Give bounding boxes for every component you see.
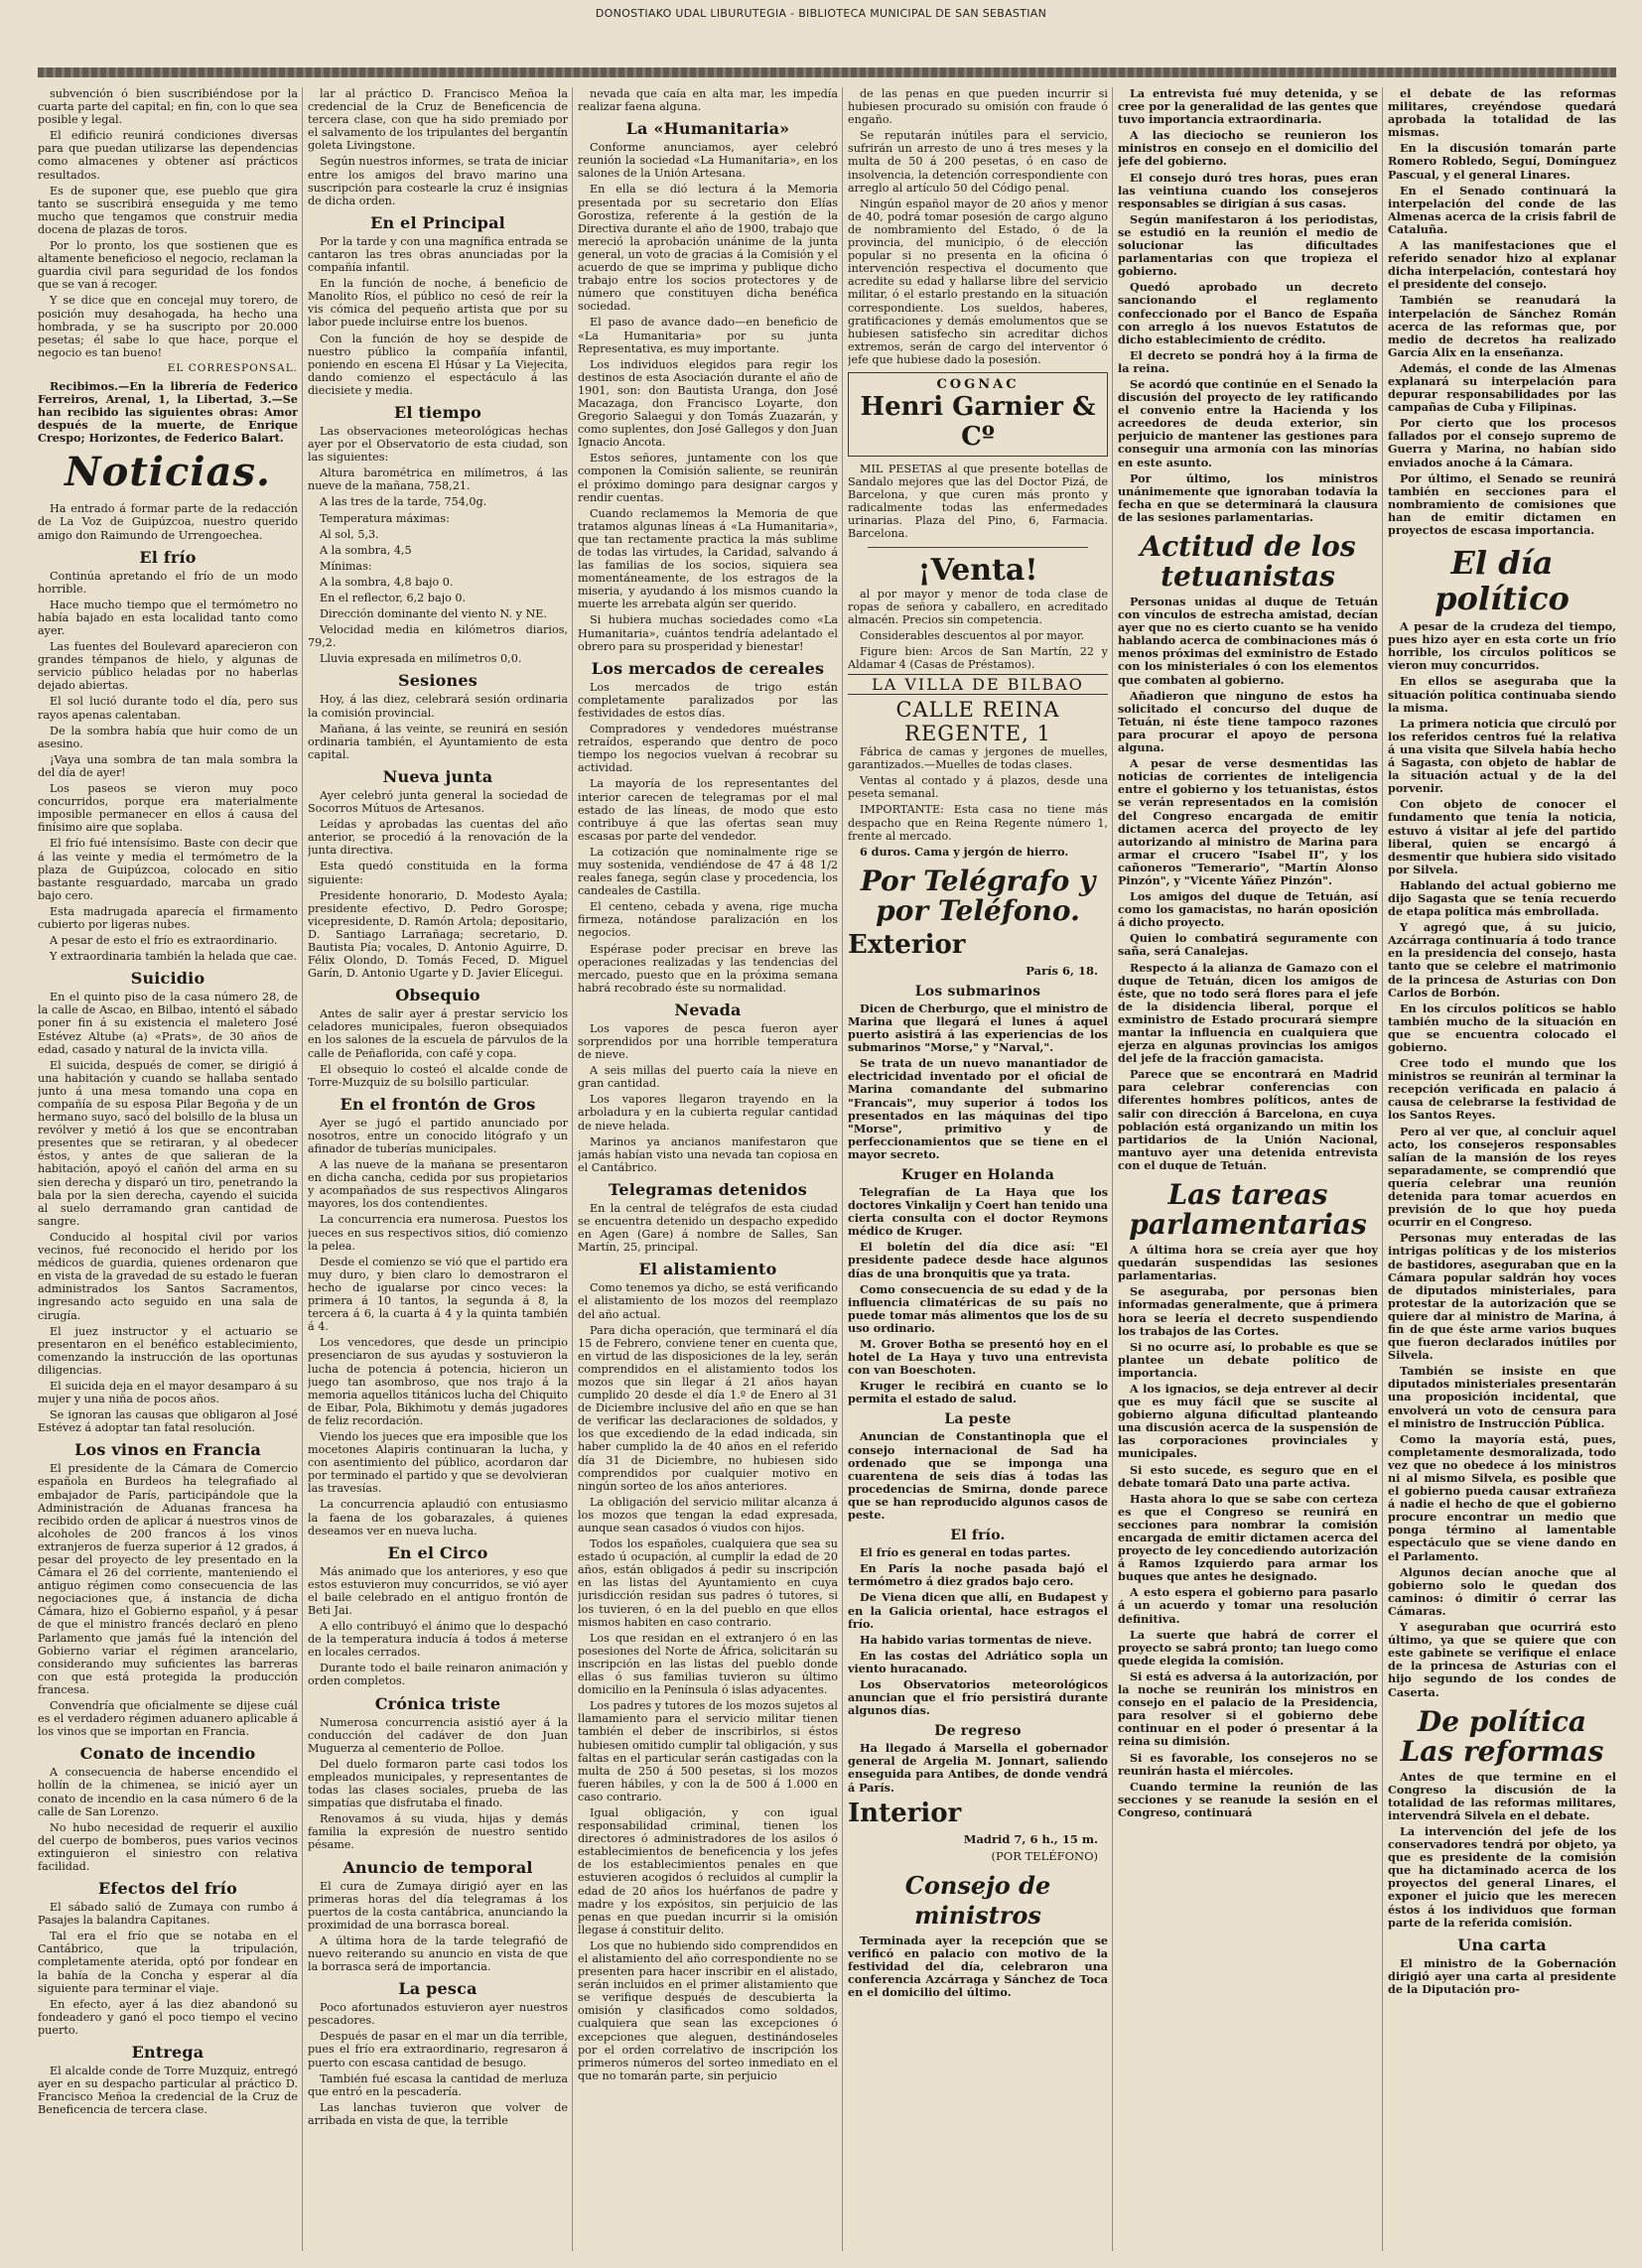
paragraph: En el quinto piso de la casa número 28, de la calle de Ascao, en Bilbao, intentó el sábado poner fin á su existencia el maletero José Estévez Altube (a) «Prats», de 30 años de edad, casado y natural de la invicta villa.	[38, 991, 298, 1056]
paragraph: Continúa apretando el frío de un modo horrible.	[38, 569, 298, 596]
paragraph: Y agregó que, á su juicio, Azcárraga continuaría á todo trance en la presidencia del consejo, hasta tanto que se celebre el matrimonio de la princesa de Asturias con Don Carlos de Borbón.	[1388, 920, 1616, 1000]
paragraph: Altura barométrica en milímetros, á las nueve de la mañana, 758,21.	[308, 467, 568, 493]
paragraph: Lluvia expresada en milímetros 0,0.	[320, 652, 522, 666]
article-heading: En el Principal	[370, 212, 505, 232]
paragraph: En ellos se aseguraba que la situación política continuaba siendo la misma.	[1388, 674, 1616, 715]
column-divider	[1382, 87, 1383, 2251]
paragraph: La mayoría de los representantes del interior carecen de telegramas por el mal estado de las líneas, de modo que esto contribuye á que las ofertas sean muy escasas por parte del vendedor.	[578, 777, 838, 843]
article-heading: El alistamiento	[638, 1260, 777, 1279]
signature: EL CORRESPONSAL.	[167, 361, 298, 374]
paragraph: En la función de noche, á beneficio de Manolito Ríos, el público no cesó de reír la vis cómica del pequeño artista que por su labor puede incluirse entre los buenos.	[308, 277, 568, 330]
column-3	[578, 87, 838, 2251]
paragraph: La obligación del servicio militar alcanza á los mozos que tengan la edad expresada, aunque sean casados ó viudos con hijos.	[578, 1495, 838, 1534]
paragraph: Anuncian de Constantinopla que el consejo internacional de Sad ha ordenado que se imponga una cuarentena de seis días á todas las procedencias de Smirna, donde parece que se han reproducido algunos casos de peste.	[848, 1429, 1108, 1523]
paragraph: el debate de las reformas militares, creyéndose quedará aprobada la totalidad de las mismas.	[1388, 87, 1616, 140]
article-heading: Efectos del frío	[98, 1879, 237, 1899]
paragraph: Leídas y aprobadas las cuentas del año anterior, se procedió á la renovación de la junta directiva.	[308, 818, 568, 858]
dateline: Madrid 7, 6 h., 15 m.	[963, 1831, 1098, 1846]
paragraph: Hasta ahora lo que se sabe con certeza es que el Congreso se reunirá en secciones para nombrar la comisión encargada de emitir dictamen acerca del proyecto de ley concediendo autorización á Ramos Izquierdo para armar los buques que antes he designado.	[1118, 1491, 1378, 1584]
paragraph: Y se dice que en concejal muy torero, de posición muy desahogada, ha hecho una hombrada, y se ha suscripto por 20.000 pesetas; él sabe lo que hace, porque el negocio es tan bueno!	[38, 294, 298, 359]
paragraph: de las penas en que pueden incurrir si hubiesen procurado su omisión con fraude ó engaño.	[848, 87, 1108, 127]
paragraph: A las manifestaciones que el referido senador hizo al explanar dicha interpelación, contestará hoy el presidente del consejo.	[1388, 238, 1616, 292]
paragraph: El edificio reunirá condiciones diversas para que puedan utilizarse las dependencias como almacenes y obtener así prácticos resultados.	[38, 129, 298, 182]
paragraph: El ministro de la Gobernación dirigió ayer una carta al presidente de la Diputación pro-	[1388, 1955, 1616, 1996]
paragraph: Los padres y tutores de los mozos sujetos al llamamiento para el servicio militar tienen también el deber de inscribirlos, si éstos hubiesen omitido cumplir tal obligación, y sus faltas en el particular serán castigadas con la multa de 250 á 500 pesetas, si los mozos fueren hábiles, y con la de 500 á 1.000 en caso contrario.	[578, 1699, 838, 1803]
article-heading: Kruger en Holanda	[900, 1166, 1055, 1183]
paragraph: Las observaciones meteorológicas hechas ayer por el Observatorio de esta ciudad, son las siguientes:	[308, 424, 568, 465]
column-5	[1118, 87, 1378, 2251]
paragraph: Por la tarde y con una magnífica entrada se cantaron las tres obras anunciadas por la compañía infantil.	[308, 234, 568, 275]
paragraph: El decreto se pondrá hoy á la firma de la reina.	[1118, 347, 1378, 375]
paragraph: Antes de salir ayer á prestar servicio los celadores municipales, fueron obsequiados en los salones de la escuela de párvulos de la calle de Peñaflorida, con café y copa.	[308, 1007, 568, 1060]
article-heading: Los vinos en Francia	[74, 1440, 261, 1460]
dateline-note: (POR TELÉFONO)	[991, 1848, 1098, 1863]
paragraph: Además, el conde de las Almenas explanará su interpelación para depurar responsabilidades por las campañas de Cuba y Filipinas.	[1388, 360, 1616, 415]
paragraph: Recibimos.—En la librería de Federico Ferreiros, Arenal, 1, la Libertad, 3.—Se han recibido las siguientes obras: Amor después de la muerte, de Enrique Crespo; Horizontes, de Federico Balart.	[38, 378, 298, 446]
paragraph: Figure bien: Arcos de San Martín, 22 y Aldamar 4 (Casas de Préstamos).	[848, 644, 1108, 671]
paragraph: Quedó aprobado un decreto sancionando el reglamento confeccionado por el Banco de España con arreglo á los nuevos Estatutos de dicho establecimiento de crédito.	[1118, 280, 1378, 346]
article-heading: Sesiones	[398, 671, 478, 691]
paragraph: A pesar de la crudeza del tiempo, pues hizo ayer en esta corte un frío horrible, los círculos políticos se vieron muy concurridos.	[1388, 619, 1616, 673]
paragraph: A los ignacios, se deja entrever al decir que es muy fácil que se suscite al gobierno alguna dificultad planteando una discusión acerca de la suspensión de las corporaciones provinciales y municipales.	[1118, 1381, 1378, 1461]
paragraph: Considerables descuentos al por mayor.	[860, 628, 1085, 642]
section-title-actitud: Actitud de los tetuanistas	[1140, 530, 1356, 593]
section-title-exterior: Exterior	[848, 929, 966, 960]
paragraph: Se ignoran las causas que obligaron al José Estévez á adoptar tan fatal resolución.	[38, 1408, 298, 1435]
article-heading: Anuncio de temporal	[342, 1857, 533, 1877]
paragraph: Es de suponer que, ese pueblo que gira tanto se suscribirá enseguida y me temo mucho que tengamos que construir media docena de plazas de toros.	[38, 184, 298, 236]
article-heading: En el frontón de Gros	[340, 1094, 536, 1114]
paragraph: Con la función de hoy se despide de nuestro público la compañía infantil, poniendo en escena El Húsar y La Viejecita, dando comienzo el espectáculo á las diecisiete y media.	[308, 332, 568, 397]
paragraph: A pesar de verse desmentidas las noticias de corrientes de inteligencia entre el gobierno y los tetuanistas, éstos se verán representados en la comisión del Congreso encargada de emitir dictamen acerca del proyecto de ley autorizando al ministro de Marina para armar el crucero "Isabel II", y los cañoneros "Temerario", "Martín Alonso Pinzón", y "Vicente Yáñez Pinzón".	[1118, 756, 1378, 887]
ad-subtitle: CALLE REINA REGENTE, 1	[895, 698, 1060, 746]
paragraph: Los amigos del duque de Tetuán, así como los gamacistas, no harán oposición á dicho proyecto.	[1118, 889, 1378, 930]
paragraph: Viendo los jueces que era imposible que los mocetones Alapiris continuaran la lucha, y con asentimiento del público, acordaron dar por terminado el partido y que se devolvieran las travesías.	[308, 1429, 568, 1496]
paragraph: Telegrafían de La Haya que los doctores Vinkalijn y Coert han tenido una cierta consulta con el doctor Reymons médico de Kruger.	[848, 1184, 1108, 1239]
section-title-interior: Interior	[848, 1798, 962, 1828]
paragraph: A ello contribuyó el ánimo que lo despachó de la temperatura inducía á todos á meterse en locales cerrados.	[308, 1620, 568, 1660]
paragraph: Ayer se jugó el partido anunciado por nosotros, entre un conocido litógrafo y un afinador de tuberías municipales.	[308, 1116, 568, 1155]
archive-header: DONOSTIAKO UDAL LIBURUTEGIA - BIBLIOTECA MUNICIPAL DE SAN SEBASTIAN	[595, 7, 1047, 20]
paragraph: Por último, los ministros unánimemente que ignoraban todavía la fecha en que se determinará la clausura de las sesiones parlamentarias.	[1118, 470, 1378, 524]
paragraph: Los mercados de trigo están completamente paralizados por las festividades de estos días.	[578, 680, 838, 720]
section-title-noticias: Noticias.	[65, 449, 271, 496]
paragraph: Los vapores de pesca fueron ayer sorprendidos por una horrible temperatura de nieve.	[578, 1021, 838, 1062]
article-heading: Nueva junta	[382, 766, 493, 786]
paragraph: El consejo duró tres horas, pues eran las veintiuna cuando los consejeros responsables se dirigían á sus casas.	[1118, 170, 1378, 210]
paragraph: Ha llegado á Marsella el gobernador general de Argelia M. Jonnart, saliendo enseguida para Antibes, de donde vendrá á París.	[848, 1741, 1108, 1795]
paragraph: El presidente de la Cámara de Comercio española en Burdeos ha telegrafiado al embajador de París, participándole que la Administración de Aduanas francesa ha recibido orden de aplicar á nuestros vinos de alcoholes de 200 francos á los vinos extranjeros de fuerza superior á 12 grados, á pesar del proyecto de ley presentado en la Cámara el 26 del corriente, manteniendo el antiguo régimen como consecuencia de las negociaciones que, á instancia de dicha Cámara, hizo el Gobierno español, y á pesar de que el ministro francés declaró en pleno Parlamento que jamás fué la intención del Gobierno variar el régimen arancelario, considerando muy suficientes las barreras con que está protegida la producción francesa.	[38, 1462, 298, 1696]
article-heading: Obsequio	[395, 986, 480, 1005]
paragraph: Ningún español mayor de 20 años y menor de 40, podrá tomar posesión de cargo alguno de nombramiento del Estado, ó de la provincia, del municipio, ó de elección popular si no presenta en la oficina ó intervención respectiva el documento que acredite su edad y hallarse libre del servicio militar, ó el estarlo prestando en la situación correspondiente. Los sueldos, haberes, gratificaciones y demás emolumentos que se hubiesen satisfecho sin acreditar dichos extremos, serán de cargo del interventor ó jefe que hubiese dado la posesión.	[848, 197, 1108, 366]
paragraph: Pero al ver que, al concluir aquel acto, los consejeros responsables salían de la mansión de los reyes separadamente, se comprendió que quería celebrar una reunión detenida para tomar acuerdos en previsión de lo que hoy pueda ocurrir en el Congreso.	[1388, 1124, 1616, 1230]
divider	[868, 547, 1088, 548]
paragraph: Personas muy enteradas de las intrigas políticas y de los misterios de bastidores, aseguraban que en la Cámara popular saldrán hoy voces de diputados ministeriales, para protestar de la autorización que se quiere dar al ministro de Marina, á fin de que éste arme varios buques que fueron declarados inútiles por Silvela.	[1388, 1231, 1616, 1363]
paragraph: A esto espera el gobierno para pasarlo á un acuerdo y tomar una resolución definitiva.	[1118, 1585, 1378, 1626]
paragraph: A la sombra, 4,8 bajo 0.	[320, 575, 454, 589]
paragraph: Si es favorable, los consejeros no se reunirán hasta el miércoles.	[1118, 1750, 1378, 1778]
paragraph: Si hubiera muchas sociedades como «La Humanitaria», cuántos tendría adelantado el obrero para su prosperidad y bienestar!	[578, 613, 838, 653]
paragraph: Antes de que termine en el Congreso la discusión de la totalidad de las reformas militares, intervendrá Silvela en el debate.	[1388, 1769, 1616, 1822]
paragraph: La suerte que habrá de correr el proyecto se sabrá pronto; tan luego como quede elegida la comisión.	[1118, 1627, 1378, 1668]
paragraph: Como la mayoría está, pues, completamente desmoralizada, todo vez que no obedece á los ministros ni al mismo Silvela, es posible que el gobierno pueda causar extrañeza á nadie el hecho de que el gobierno procure encontrar un medio que ponga término al lamentable espectáculo que se viene dando en el Parlamento.	[1388, 1431, 1616, 1563]
paragraph: Los individuos elegidos para regir los destinos de esta Asociación durante el año de 1901, son: don Bautista Uranga, don José Macazaga, don Francisco Loyarte, don Gregorio Salaegui y don Tomás Zuazarán, y como suplentes, don José Gallegos y don Juan Ignacio Ancota.	[578, 357, 838, 450]
paragraph: La cotización que nominalmente rige se muy sostenida, vendiéndose de 47 á 48 1/2 reales fanega, según clase y procedencia, los candeales de Castilla.	[578, 845, 838, 898]
article-heading: La pesca	[398, 1979, 478, 1999]
paragraph: Los vapores llegaron trayendo en la arboladura y en la cubierta regular cantidad de nieve helada.	[578, 1093, 838, 1133]
paragraph: Los que residan en el extranjero ó en las posesiones del Norte de África, solicitarán su inscripción en las listas del pueblo donde ellas ó sus familias tuvieron su último domicilio en la Península ó islas adyacentes.	[578, 1631, 838, 1697]
article-heading: Entrega	[131, 2043, 205, 2062]
paragraph: Quien lo combatirá seguramente con saña, será Canalejas.	[1118, 931, 1378, 959]
paragraph: A las tres de la tarde, 754,0g.	[320, 495, 487, 509]
article-heading: Telegramas detenidos	[609, 1179, 807, 1199]
paragraph: Más animado que los anteriores, y eso que estos estuvieron muy concurridos, se vió ayer el baile celebrado en el antiguo frontón de Beti Jai.	[308, 1564, 568, 1617]
paragraph: lar al práctico D. Francisco Meñoa la credencial de la Cruz de Beneficencia de tercera clase, con que ha sido premiado por el salvamento de los tripulantes del bergantín goleta Livingstone.	[308, 87, 568, 153]
paragraph: Los Observatorios meteorológicos anuncian que el frío persistirá durante algunos días.	[848, 1676, 1108, 1718]
paragraph: Los paseos se vieron muy poco concurridos, porque era materialmente imposible permanecer en ellos á causa del finísimo aire que soplaba.	[38, 782, 298, 835]
paragraph: IMPORTANTE: Esta casa no tiene más despacho que en Reina Regente número 1, frente al mercado.	[848, 803, 1108, 843]
paragraph: Cree todo el mundo que los ministros se reunirán al terminar la recepción verificada en palacio á causa de celebrarse la festividad de los Santos Reyes.	[1388, 1056, 1616, 1123]
paragraph: El paso de avance dado—en beneficio de «La Humanitaria» por su junta Representativa, es muy importante.	[578, 316, 838, 355]
paragraph: El sol lució durante todo el día, pero sus rayos apenas calentaban.	[38, 695, 298, 722]
paragraph: Según manifestaron á los periodistas, se estudió en la reunión el medio de solucionar las dificultades parlamentarias con que tropieza el gobierno.	[1118, 211, 1378, 279]
paragraph: En los círculos políticos se hablo también mucho de la situación en que se encuentra colocado el gobierno.	[1388, 1001, 1616, 1054]
paragraph: Hace mucho tiempo que el termómetro no había bajado en esta localidad tanto como ayer.	[38, 598, 298, 637]
paragraph: Ayer celebró junta general la sociedad de Socorros Mútuos de Artesanos.	[308, 788, 568, 816]
paragraph: También se insiste en que diputados ministeriales presentarán una proposición incidental, que envolverá un voto de censura para el ministro de Instrucción Pública.	[1388, 1364, 1616, 1430]
section-title-telegrafo: Por Telégrafo y por Teléfono.	[860, 864, 1096, 927]
paragraph: Para dicha operación, que terminará el día 15 de Febrero, conviene tener en cuenta que, en virtud de las disposiciones de la ley, serán comprendidos en el alistamiento todos los mozos que sin llegar á 21 años hayan cumplido 20 desde el día 1.º de Enero al 31 de Diciembre inclusive del año en que se han de verificar las declaraciones de soldados, y los que excediendo de la edad indicada, sin haber cumplido la de 40 años en el referido día 31 de Diciembre, no hubiesen sido comprendidos por cualquier motivo en ningún sorteo de los años anteriores.	[578, 1323, 838, 1493]
paragraph: Conducido al hospital civil por varios vecinos, fué reconocido el herido por los médicos de guardia, quienes ordenaron que en vista de la gravedad de su estado le fueran administrados los Santos Sacramentos, ingresando acto seguido en una sala de cirugía.	[38, 1230, 298, 1322]
paragraph: Los que no hubiendo sido comprendidos en el alistamiento del año correspondiente no se presenten para hacer inscribir en el alistado, serán incluidos en el primer alistamiento que se verifique después de descubierta la omisión y clasificados como soldados, cualquiera que sean las excepciones ó excepciones que aleguen, destinándoseles por el orden correlativo de inscripción los primeros números del sorteo inmediato en el que no tomarán parte, sin perjuicio	[578, 1938, 838, 2082]
column-2	[308, 87, 568, 2251]
paragraph: A última hora se creía ayer que hoy quedarán suspendidas las sesiones parlamentarias.	[1118, 1243, 1378, 1283]
paragraph: 6 duros. Cama y jergón de hierro.	[860, 844, 1069, 859]
article-heading: Los submarinos	[914, 983, 1041, 1000]
dateline: París 6, 18.	[1026, 963, 1098, 978]
article-heading: Nevada	[674, 1000, 742, 1019]
paragraph: Renovamos á su viuda, hijas y demás familia la expresión de nuestro sentido pésame.	[308, 1812, 568, 1852]
paragraph: En el Senado continuará la interpelación del conde de las Almenas acerca de la crisis fabril de Cataluña.	[1388, 183, 1616, 236]
paragraph: De Viena dicen que allí, en Budapest y en la Galicia oriental, hace estragos el frío.	[848, 1590, 1108, 1631]
paragraph: De la sombra había que huir como de un asesino.	[38, 724, 298, 750]
paragraph: El suicida, después de comer, se dirigió á una habitación y cuando se hallaba sentado junto á una mesa tomando una copa en compañía de su esposa Pilar Begoña y de un hermano suyo, sacó del bolsillo de la blusa un revólver y metió á los que se encontraban presentes que se retiraran, y al obedecer éstos, y antes de que salieran de la habitación, apoyó el cañón del arma en su sien derecha y disparó un tiro, penetrando la bala por la sien derecha, cayendo el suicida al suelo derramando gran cantidad de sangre.	[38, 1058, 298, 1228]
paragraph: Por último, el Senado se reunirá también en secciones para el nombramiento de comisiones que han de emitir dictamen en proyectos de escasa importancia.	[1388, 470, 1616, 537]
paragraph: El juez instructor y el actuario se presentaron en el benéfico establecimiento, comenzando la instrucción de las oportunas diligencias.	[38, 1324, 298, 1377]
paragraph: Al sol, 5,3.	[320, 527, 379, 541]
paragraph: Todos los españoles, cualquiera que sea su estado ú ocupación, al cumplir la edad de 20 años, están obligados á pedir su inscripción en las listas del Ayuntamiento en cuya jurisdicción residan sus padres ó tutores, si los tuvieren, ó en la del pueblo en que ellos mismos habiten en caso contrario.	[578, 1537, 838, 1629]
paragraph: Desde el comienzo se vió que el partido era muy duro, y bien claro lo demostraron el hecho de igualarse por cinco veces: la primera á 10 tantos, la segunda á 8, la tercera á 6, la cuarta á 4 y la quinta también á 4.	[308, 1255, 568, 1334]
paragraph: A la sombra, 4,5	[320, 543, 412, 557]
paragraph: Por cierto que los procesos fallados por el consejo supremo de Guerra y Marina, no habían sido enviados anoche á la Cámara.	[1388, 416, 1616, 469]
paragraph: Si está es adversa á la autorización, por la noche se reunirán los ministros en consejo en el palacio de la Presidencia, para resolver si el gobierno debe continuar en el poder ó presentar á la reina su dimisión.	[1118, 1668, 1378, 1749]
paragraph: Ventas al contado y á plazos, desde una peseta semanal.	[848, 774, 1108, 801]
paragraph: Ha entrado á formar parte de la redacción de La Voz de Guipúzcoa, nuestro querido amigo don Raimundo de Urrengoechea.	[38, 502, 298, 542]
paragraph: En la discusión tomarán parte Romero Robledo, Seguí, Domínguez Pascual, y el general Linares.	[1388, 141, 1616, 182]
paragraph: Si no ocurre así, lo probable es que se plantee un debate político de importancia.	[1118, 1339, 1378, 1380]
paragraph: Hablando del actual gobierno me dijo Sagasta que se tenía recuerdo de etapa política más embrollada.	[1388, 877, 1616, 919]
paragraph: ¡Vaya una sombra de tan mala sombra la del día de ayer!	[38, 752, 298, 779]
section-title-tareas: Las tareas parlamentarias	[1129, 1178, 1367, 1242]
paragraph: A las nueve de la mañana se presentaron en dicha cancha, cedida por sus propietarios y acompañados de sus respectivos Alingaros mayores, los dos contendientes.	[308, 1158, 568, 1211]
paragraph: Como tenemos ya dicho, se está verificando el alistamiento de los mozos del reemplazo del año actual.	[578, 1281, 838, 1321]
paragraph: El cura de Zumaya dirigió ayer en las primeras horas del día telegramas á los puertos de la costa cantábrica, anunciando la proximidad de una borrasca boreal.	[308, 1879, 568, 1932]
paragraph: En el reflector, 6,2 bajo 0.	[320, 592, 467, 604]
paragraph: Terminada ayer la recepción que se verificó en palacio con motivo de la festividad del día, celebraron una conferencia Azcárraga y Sánchez de Toca en el domicilio del último.	[848, 1933, 1108, 1999]
paragraph: Con objeto de conocer el fundamento que tenía la noticia, estuvo á visitar al jefe del partido liberal, quien se encargó á desmentir que hubiera sido visitado por Silvela.	[1388, 797, 1616, 876]
article-heading: El frío	[139, 547, 197, 567]
paragraph: Fábrica de camas y jergones de muelles, garantizados.—Muelles de todas clases.	[848, 745, 1108, 772]
paragraph: La entrevista fué muy detenida, y se cree por la generalidad de las gentes que tuvo importancia extraordinaria.	[1118, 87, 1378, 127]
paragraph: En ella se dió lectura á la Memoria presentada por su secretario don Elías Gorostiza, referente á la gestión de la Directiva durante el año de 1900, trabajo que mereció la aprobación unánime de la junta general, un voto de gracias á la Comisión y el acuerdo de que se imprima y publique dicho trabajo entre los socios protectores y de número que constituyen dicha benéfica sociedad.	[578, 183, 838, 314]
paragraph: Y aseguraban que ocurrirá esto último, ya que se quiere que con este gabinete se verifique el enlace de la princesa de Asturias con el hijo segundo de los condes de Caserta.	[1388, 1620, 1616, 1699]
section-title-dia-politico: El día político	[1435, 544, 1570, 618]
paragraph: En las costas del Adriático sopla un viento huracanado.	[848, 1648, 1108, 1675]
paragraph: El alcalde conde de Torre Muzquiz, entregó ayer en su despacho particular al práctico D. Francisco Meñoa la credencial de la Cruz de Beneficencia de tercera clase.	[38, 2065, 298, 2117]
paragraph: Durante todo el baile reinaron animación y orden completos.	[308, 1662, 568, 1688]
paragraph: Tal era el frío que se notaba en el Cantábrico, que la tripulación, completamente aterida, optó por fondear en la bahía de la Concha y esperar al día siguiente para terminar el viaje.	[38, 1930, 298, 1995]
paragraph: Parece que se encontrará en Madrid para celebrar conferencias con diferentes hombres políticos, antes de salir con dirección á Barcelona, en cuya población está organizando un mitin los partidarios de la Unión Nacional, mantuvo ayer una detenida entrevista con el duque de Tetuán.	[1118, 1067, 1378, 1172]
article-heading: Los mercados de cereales	[591, 658, 825, 678]
article-heading: Conato de incendio	[79, 1744, 256, 1764]
paragraph: Igual obligación, y con igual responsabilidad criminal, tienen los directores ó administradores de los asilos ó establecimientos de beneficencia y los jefes de los establecimientos penales en que estuvieren acogidos ó recluidos al cumplir la edad de 20 años los huérfanos de padre y madre y los expósitos, sin perjuicio de las penas en que puedan incurrir si la omisión llegase á constituir delito.	[578, 1805, 838, 1936]
article-heading: La «Humanitaria»	[625, 119, 790, 139]
paragraph: Numerosa concurrencia asistió ayer á la conducción del cadáver de don Juan Muguerza al cementerio de Polloe.	[308, 1715, 568, 1755]
paragraph: El centeno, cebada y avena, rige mucha firmeza, notándose paralización en los negocios.	[578, 900, 838, 940]
paragraph: La intervención del jefe de los conservadores tendrá por objeto, ya que es presidente de la comisión que ha dictaminado acerca de los proyectos del general Linares, el exponer el juicio que les merecen éstos á los individuos que forman parte de la referida comisión.	[1388, 1823, 1616, 1930]
paragraph: El frío fué intensísimo. Baste con decir que á las veinte y media el termómetro de la plaza de Guipúzcoa, colocado en sitio bastante resguardado, marcaba un grado bajo cero.	[38, 837, 298, 902]
paragraph: MIL PESETAS al que presente botellas de Sandalo mejores que las del Doctor Pizá, de Barcelona, y que curen más pronto y radicalmente todas las enfermedades urinarias. Plaza del Pino, 6, Farmacia. Barcelona.	[848, 462, 1108, 541]
column-4	[848, 87, 1108, 2251]
article-heading: Suicidio	[130, 969, 205, 989]
article-heading: Una carta	[1457, 1934, 1547, 1954]
paragraph: Presidente honorario, D. Modesto Ayala; presidente efectivo, D. Pedro Gorospe; vicepresidente, D. Ramón Artola; depositario, D. Santiago Larrañaga; secretario, D. Bautista Pía; vocales, D. Antonio Aguirre, D. Félix Olondo, D. Tomás Feced, D. Miguel Garín, D. Antonio Ugarte y D. Javier Elícegui.	[308, 888, 568, 981]
paragraph: Estos señores, juntamente con los que componen la Comisión saliente, se reunirán el próximo domingo para designar cargos y rendir cuentas.	[578, 452, 838, 504]
paragraph: En efecto, ayer á las diez abandonó su fondeadero y ganó el poco tiempo el vecino puerto.	[38, 1997, 298, 2037]
ad-label: COGNAC	[936, 376, 1020, 392]
paragraph: Ha habido varias tormentas de nieve.	[860, 1632, 1092, 1647]
paragraph: Poco afortunados estuvieron ayer nuestros pescadores.	[308, 2001, 568, 2028]
paragraph: Conforme anunciamos, ayer celebró reunión la sociedad «La Humanitaria», en los salones de la Unión Artesana.	[578, 141, 838, 181]
paragraph: Después de pasar en el mar un día terrible, pues el frío era extraordinario, regresaron á puerto con escasa cantidad de besugo.	[308, 2030, 568, 2069]
article-heading: En el Circo	[387, 1542, 488, 1562]
paragraph: Según nuestros informes, se trata de iniciar entre los amigos del bravo marino una suscripción para costearle la cruz é insignias de dicha orden.	[308, 155, 568, 207]
paragraph: A pesar de esto el frío es extraordinario.	[50, 934, 278, 948]
paragraph: A las dieciocho se reunieron los ministros en consejo en el domicilio del jefe del gobierno.	[1118, 128, 1378, 169]
column-divider	[572, 87, 573, 2251]
paragraph: Las lanchas tuvieron que volver de arribada en vista de que, la terrible	[308, 2100, 568, 2127]
article-heading: El tiempo	[393, 402, 482, 422]
paragraph: A seis millas del puerto caía la nieve en gran cantidad.	[578, 1064, 838, 1091]
ad-title-venta: ¡Venta!	[917, 552, 1038, 588]
paragraph: Si esto sucede, es seguro que en el debate tomará Dato una parte activa.	[1118, 1462, 1378, 1490]
paragraph: Algunos decían anoche que al gobierno solo le quedan dos caminos: ó dimitir ó cerrar las Cámaras.	[1388, 1564, 1616, 1618]
paragraph: Y extraordinaria también la helada que cae.	[50, 950, 298, 964]
paragraph: Respecto á la alianza de Gamazo con el duque de Tetuán, dicen los amigos de éste, que no todo será flores para el jefe de la disidencia liberal, porque el exministro de Estado procurará siempre mantar la influencia en cualquiera que ejerza en algunas provincias los amigos del jefe de la fracción gamacista.	[1118, 960, 1378, 1066]
paragraph: En la central de telégrafos de esta ciudad se encuentra detenido un despacho expedido en Agen (Gare) á nombre de Salles, San Martín, 25, principal.	[578, 1201, 838, 1255]
column-divider	[842, 87, 843, 2251]
paragraph: Las fuentes del Boulevard aparecieron con grandes témpanos de hielo, y algunas de servicio público heladas por no haberlas dejado abiertas.	[38, 640, 298, 693]
paragraph: Como consecuencia de su edad y de la influencia climatéricas de su país no puede tomar más alimentos que los de su uso ordinario.	[848, 1281, 1108, 1335]
paragraph: La concurrencia era numerosa. Puestos los jueces en sus respectivos sitios, dió comienzo la pelea.	[308, 1213, 568, 1253]
paragraph: Espérase poder precisar en breve las operaciones realizadas y las tendencias del mercado, puesto que en la próxima semana habrá recobrado éste su normalidad.	[578, 942, 838, 995]
paragraph: Se aseguraba, por personas bien informadas generalmente, que á primera hora se leería el decreto suspendiendo los trabajos de las Cortes.	[1118, 1284, 1378, 1338]
paragraph: nevada que caía en alta mar, les impedía realizar faena alguna.	[578, 87, 838, 114]
paragraph: Kruger le recibirá en cuanto se lo permita el estado de salud.	[848, 1379, 1108, 1406]
paragraph: Compradores y vendedores muéstranse retraídos, esperando que dentro de poco tiempo los negocios vuelvan á recobrar su actividad.	[578, 723, 838, 775]
paragraph: al por mayor y menor de toda clase de ropas de señora y caballero, en acreditado almacén. Precios sin competencia.	[848, 587, 1108, 626]
paragraph: A última hora de la tarde telegrafió de nuevo reiterando su anuncio en vista de que la borrasca será de importancia.	[308, 1934, 568, 1974]
paragraph: El sábado salió de Zumaya con rumbo á Pasajes la balandra Capitanes.	[38, 1901, 298, 1928]
paragraph: Añadieron que ninguno de estos ha solicitado el concurso del duque de Tetuán, ni éste tiene tampoco razones para procurar el apoyo de persona alguna.	[1118, 688, 1378, 755]
paragraph: También se reanudará la interpelación de Sánchez Román acerca de las reformas que, por medio de decretos ha realizado García Alix en la enseñanza.	[1388, 293, 1616, 359]
column-1	[38, 87, 298, 2251]
paragraph: El boletín del día dice así: "El presidente padece desde hace algunos días de una bronquitis que ya trata.	[848, 1240, 1108, 1280]
paragraph: Se reputarán inútiles para el servicio, sufrirán un arresto de uno á tres meses y la multa de 50 á 200 pesetas, ó en caso de insolvencia, la detención correspondiente con arreglo al artículo 50 del Código penal.	[848, 129, 1108, 195]
paragraph: El frío es general en todas partes.	[860, 1545, 1071, 1560]
paragraph: En París la noche pasada bajó el termómetro á diez grados bajo cero.	[848, 1561, 1108, 1589]
section-title-reformas: De política Las reformas	[1400, 1704, 1604, 1768]
paragraph: Los vencedores, que desde un principio presenciaron de sus ayudas y sostuvieron la lucha de potencia á potencia, hicieron un juego tan asombroso, que nos trajo á la memoria aquellos titánicos lucha del Chiquito de Eibar, Pola, Bikhimotu y demás jugadores de feliz recordación.	[308, 1336, 568, 1427]
article-heading: El frío.	[950, 1528, 1006, 1544]
paragraph: A consecuencia de haberse encendido el hollín de la chimenea, se inició ayer un conato de incendio en la casa número 6 de la calle de San Lorenzo.	[38, 1766, 298, 1818]
column-6	[1388, 87, 1616, 2251]
ad-title: Henri Garnier & Cº	[860, 391, 1096, 452]
paragraph: Cuando termine la reunión de las secciones y se reanude la sesión en el Congreso, continuará	[1118, 1779, 1378, 1819]
paragraph: Convendría que oficialmente se dijese cuál es el verdadero régimen aduanero aplicable á los vinos que se importan en Francia.	[38, 1699, 298, 1739]
paragraph: El suicida deja en el mayor desamparo á su mujer y una niña de pocos años.	[38, 1379, 298, 1406]
paragraph: Temperatura máximas:	[320, 511, 450, 525]
column-divider	[302, 87, 303, 2251]
paragraph: No hubo necesidad de requerir el auxilio del cuerpo de bomberos, pues varios vecinos extinguieron el siniestro con relativa facilidad.	[38, 1820, 298, 1873]
paragraph: Se trata de un nuevo manantiador de electricidad inventado por el oficial de Marina comandante del submarino "Francais", muy superior á todos los presentados en las máquinas del tipo "Morse", primitivo y de perfeccionamientos que se tiene en el mayor secreto.	[848, 1056, 1108, 1161]
article-heading: La peste	[944, 1411, 1012, 1428]
paragraph: Del duelo formaron parte casi todos los empleados municipales, y representantes de todas las clases sociales, prueba de las simpatías que disfrutaba el finado.	[308, 1757, 568, 1810]
paragraph: Se acordó que continúe en el Senado la discusión del proyecto de ley ratificando el convenio entre la Hacienda y los acreedores de deuda exterior, sin perjuicio de mantener las gestiones para conseguir una armonía con las minorías en este asunto.	[1118, 376, 1378, 469]
paragraph: Dicen de Cherburgo, que el ministro de Marina que llegará el lunes á aquel puerto asistirá á las experiencias de los submarinos "Morse," y "Narval,".	[848, 1001, 1108, 1055]
paragraph: El obsequio lo costeó el alcalde conde de Torre-Muzquiz de su bolsillo particular.	[308, 1062, 568, 1089]
paragraph: También fué escasa la cantidad de merluza que entró en la pescadería.	[308, 2071, 568, 2098]
paragraph: Mañana, á las veinte, se reunirá en sesión ordinaria también, el Ayuntamiento de esta capital.	[308, 722, 568, 761]
paragraph: Esta madrugada aparecía el firmamento cubierto por ligeras nubes.	[38, 904, 298, 931]
paragraph: Marinos ya ancianos manifestaron que jamás habían visto una nevada tan copiosa en el Cantábrico.	[578, 1134, 838, 1174]
paragraph: Por lo pronto, los que sostienen que es altamente beneficioso el negocio, reclaman la guardia civil para seguridad de los fondos que se van á recoger.	[38, 239, 298, 292]
paragraph: Mínimas:	[320, 559, 372, 573]
column-divider	[1112, 87, 1113, 2251]
paragraph: Esta quedó constituida en la forma siguiente:	[308, 860, 568, 886]
paragraph: La concurrencia aplaudió con entusiasmo la faena de los gobarazales, á quienes deseamos ver en nueva lucha.	[308, 1498, 568, 1537]
ad-title-bilbao: LA VILLA DE BILBAO	[848, 674, 1108, 695]
newspaper-page	[38, 87, 1616, 2251]
paragraph: Hoy, á las diez, celebrará sesión ordinaria la comisión provincial.	[308, 693, 568, 720]
paragraph: Dirección dominante del viento N. y NE.	[320, 607, 547, 621]
paragraph: M. Grover Botha se presentó hoy en el hotel de La Haya y tuvo una entrevista con van Boeschoten.	[848, 1337, 1108, 1378]
article-heading: Crónica triste	[374, 1693, 501, 1713]
paragraph: subvención ó bien suscribiéndose por la cuarta parte del capital; en fin, con lo que sea posible y legal.	[38, 87, 298, 127]
paragraph: La primera noticia que circuló por los referidos centros fué la relativa á una visita que Silvela había hecho á Sagasta, con objeto de hablar de la situación actual y de la del porvenir.	[1388, 716, 1616, 796]
paragraph: Velocidad media en kilómetros diarios, 79,2.	[308, 623, 568, 650]
paragraph: Personas unidas al duque de Tetuán con vínculos de estrecha amistad, decían ayer que no es cierto cuanto se ha venido hablando acerca de combinaciones más ó menos próximas del exministro de Estado con los ministeriales ó con los elementos que combaten al gobierno.	[1118, 595, 1378, 687]
paragraph: Cuando reclamemos la Memoria de que tratamos algunas líneas á «La Humanitaria», que tan rectamente practica la más sublime de todas las virtudes, la Caridad, salvando á las familias de los socios, siquiera sea momentáneamente, de los estragos de la miseria, y ayudando á los mismos cuando la muerte les arrebata algún ser querido.	[578, 506, 838, 611]
advertisement-cognac	[848, 372, 1108, 457]
section-title-consejo: Consejo de ministros	[904, 1870, 1051, 1930]
masthead-rule	[38, 67, 1616, 77]
article-heading: De regreso	[934, 1723, 1022, 1740]
